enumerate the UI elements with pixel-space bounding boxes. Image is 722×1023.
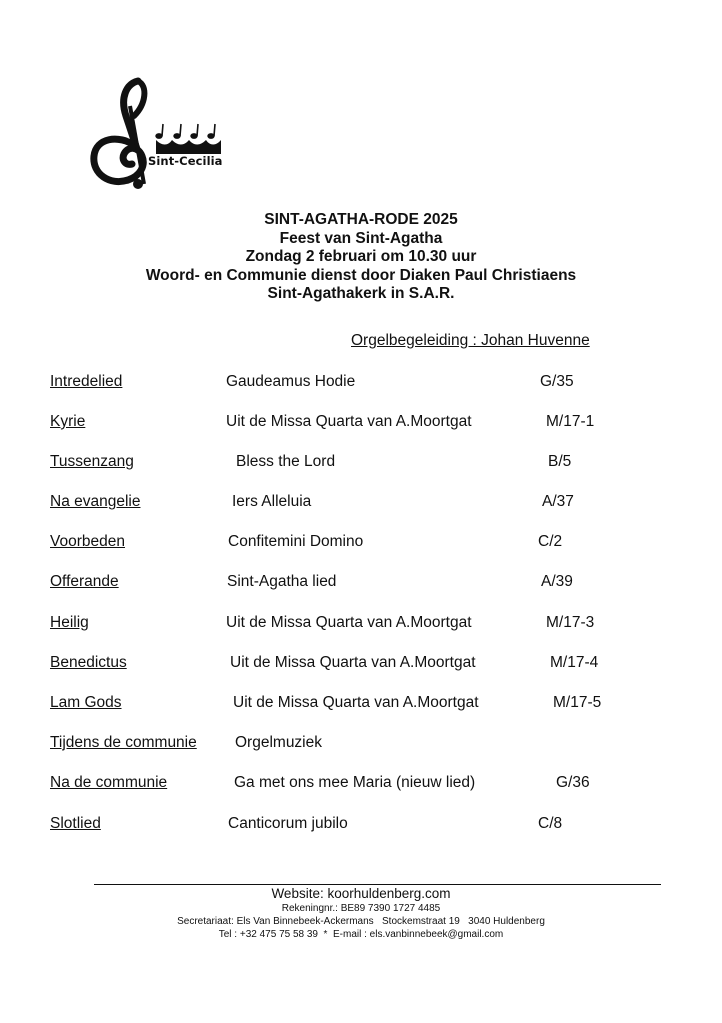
program-song: Uit de Missa Quarta van A.Moortgat (226, 413, 472, 430)
program-ref: M/17-4 (550, 654, 599, 671)
program-ref: M/17-5 (553, 694, 602, 711)
program-song: Confitemini Domino (228, 533, 364, 550)
header-church: Sint-Agathakerk in S.A.R. (267, 285, 455, 303)
program-ref: M/17-3 (546, 614, 595, 631)
program-ref: M/17-1 (546, 413, 595, 430)
music-notes-icon (156, 124, 215, 138)
program-ref: A/39 (541, 573, 573, 590)
header-title: SINT-AGATHA-RODE 2025 (264, 211, 458, 228)
program-part: Tussenzang (50, 453, 134, 470)
program-part: Lam Gods (50, 694, 122, 711)
program-row (0, 453, 722, 473)
program-song: Bless the Lord (236, 453, 336, 470)
program-part: Kyrie (50, 413, 86, 430)
footer-account: Rekeningnr.: BE89 7390 1727 4485 (281, 903, 441, 914)
program-row (0, 734, 722, 754)
program-ref: C/2 (538, 533, 563, 550)
program-part: Slotlied (50, 815, 101, 832)
program-row (0, 774, 722, 794)
footer-secretariat: Secretariaat: Els Van Binnebeek-Ackermans Stockemstraat 19 3040 Huldenberg (177, 916, 545, 927)
program-row (0, 614, 722, 634)
header-feast: Feest van Sint-Agatha (279, 229, 443, 247)
program-part: Voorbeden (50, 533, 125, 550)
program-row (0, 533, 722, 553)
program-song: Gaudeamus Hodie (226, 373, 356, 390)
program-song: Uit de Missa Quarta van A.Moortgat (233, 694, 479, 711)
organ-accompaniment: Orgelbegeleiding : Johan Huvenne (351, 332, 590, 349)
service-header (0, 211, 722, 304)
program-row (0, 815, 722, 835)
program-song: Orgelmuziek (235, 734, 322, 751)
program-row (0, 413, 722, 433)
header-date: Zondag 2 februari om 10.30 uur (245, 248, 477, 266)
program-ref: A/37 (542, 493, 574, 510)
program-part: Na de communie (50, 774, 168, 791)
treble-clef-icon (88, 76, 238, 191)
program-ref: C/8 (538, 815, 563, 832)
program-song: Uit de Missa Quarta van A.Moortgat (226, 614, 472, 631)
program-part: Offerande (50, 573, 119, 590)
footer-website: Website: koorhuldenberg.com (271, 886, 451, 901)
program-song: Canticorum jubilo (228, 815, 348, 832)
program-row (0, 654, 722, 674)
footer-divider (94, 884, 661, 885)
program-ref: B/5 (548, 453, 572, 470)
program-ref: G/36 (556, 774, 590, 791)
footer-contact: Tel : +32 475 75 58 39 * E-mail : els.vanbinnebeek@gmail.com (218, 929, 504, 940)
program-part: Heilig (50, 614, 89, 631)
program-row (0, 373, 722, 393)
program-row (0, 493, 722, 513)
program-part: Na evangelie (50, 493, 141, 510)
program-part: Intredelied (50, 373, 123, 390)
program-song: Ga met ons mee Maria (nieuw lied) (234, 774, 476, 791)
header-service: Woord- en Communie dienst door Diaken Paul Christiaens (145, 266, 577, 284)
program-row (0, 573, 722, 593)
program-part: Benedictus (50, 654, 127, 671)
program-song: Sint-Agatha lied (227, 573, 337, 590)
logo-text: Sint-Cecilia (148, 154, 223, 168)
crown-icon (156, 140, 221, 154)
choir-logo (88, 76, 238, 191)
program-row (0, 694, 722, 714)
program-part: Tijdens de communie (50, 734, 197, 751)
program-song: Iers Alleluia (232, 493, 312, 510)
program-ref: G/35 (540, 373, 574, 390)
program-song: Uit de Missa Quarta van A.Moortgat (230, 654, 476, 671)
